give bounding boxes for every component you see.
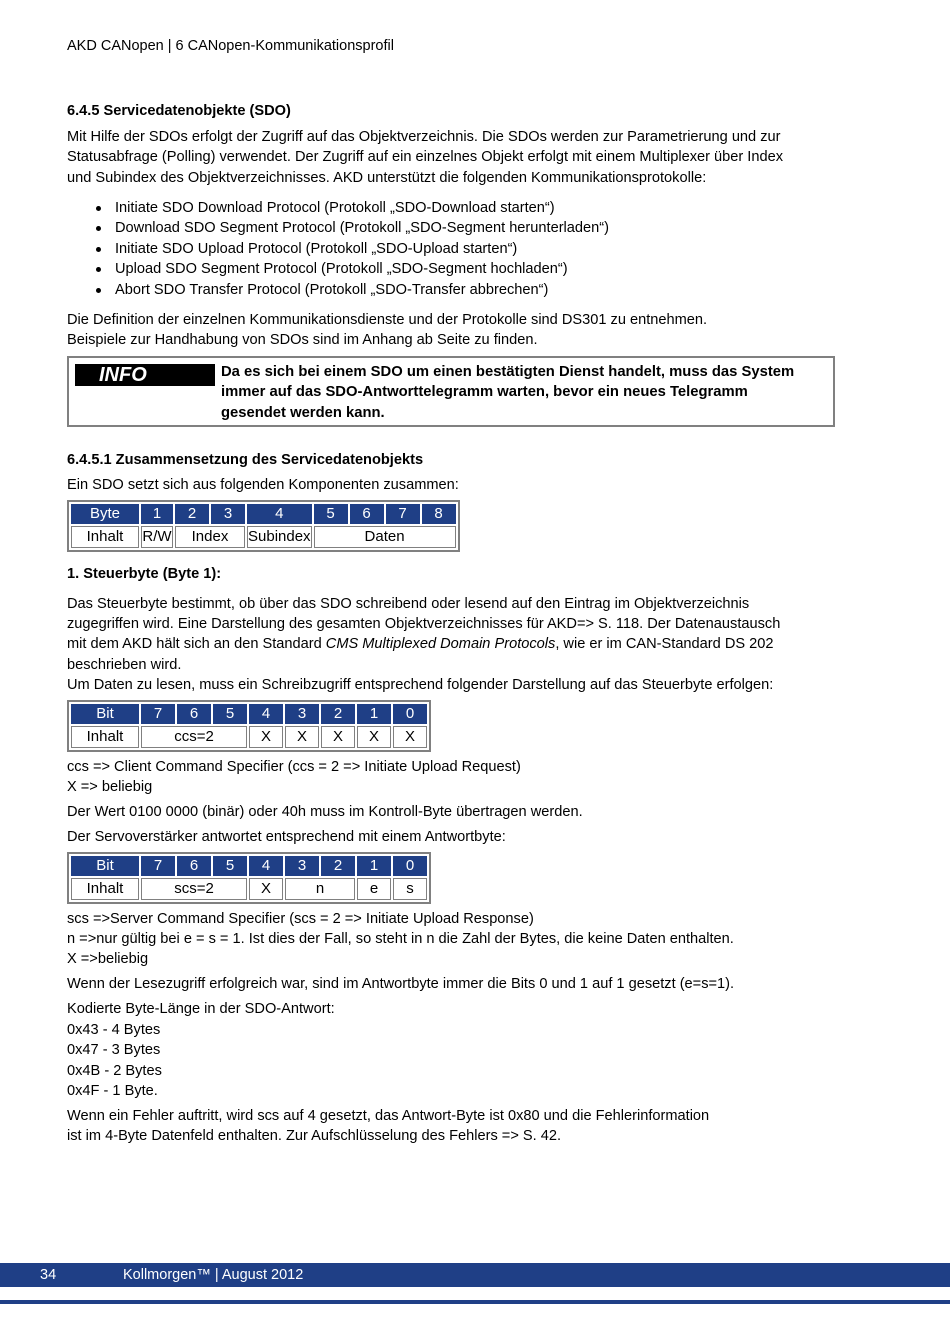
bullet-icon [96,206,101,211]
scs-line-4: Wenn der Lesezugriff erfolgreich war, sind im Antwortbyte immer die Bits 0 und 1 auf 1 gesetzt (e=s=1). [67,976,735,992]
bullet-icon [96,288,101,293]
scs-line-3: X =>beliebig [67,951,149,967]
error-line-2: ist im 4-Byte Datenfeld enthalten. Zur Aufschlüsselung des Fehlers => S. 42. [67,1128,562,1144]
table-row: Inhalt ccs=2 X X X X X [71,726,427,748]
steuerbyte-line-5: Um Daten zu lesen, muss ein Schreibzugriff entsprechend folgender Darstellung auf das Steuerbyte erfolgen: [67,677,774,693]
byte-length-2: 0x4B - 2 Bytes [67,1063,162,1079]
running-header: AKD CANopen | 6 CANopen-Kommunikationsprofil [67,38,394,54]
steuerbyte-title: 1. Steuerbyte (Byte 1): [67,566,222,582]
list-item: Initiate SDO Download Protocol (Protokoll „SDO-Download starten“) [94,198,609,218]
definition-text: Die Definition der einzelnen Kommunikationsdienste und der Protokolle sind DS301 zu entnehmen. [67,312,708,328]
section-title: 6.4.5 Servicedatenobjekte (SDO) [67,103,291,119]
scs-line-2: n =>nur gültig bei e = s = 1. Ist dies der Fall, so steht in n die Zahl der Bytes, die keine Daten enthalten. [67,931,734,947]
intro-line-3: und Subindex des Objektverzeichnisses. AKD unterstützt die folgenden Kommunikationsprotokolle: [67,170,707,186]
error-line-1: Wenn ein Fehler auftritt, wird scs auf 4 gesetzt, das Antwort-Byte ist 0x80 und die Fehlerinformation [67,1108,710,1124]
scs-line-1: scs =>Server Command Specifier (scs = 2 => Initiate Upload Response) [67,911,534,927]
steuerbyte-line-4: beschrieben wird. [67,657,182,673]
sdo-structure-table [69,502,458,550]
bullet-icon [96,267,101,272]
list-item: Upload SDO Segment Protocol (Protokoll „SDO-Segment hochladen“) [94,259,609,279]
intro-line-2: Statusabfrage (Polling) verwendet. Der Zugriff auf ein einzelnes Objekt erfolgt mit einem Multiplexer über Index [67,149,783,165]
footer-bar [0,1263,950,1287]
byte-length-1: 0x4F - 1 Byte. [67,1083,158,1099]
list-item: Initiate SDO Upload Protocol (Protokoll „SDO-Upload starten“) [94,239,609,259]
table-row: Inhalt R/W Index Subindex Daten [71,526,456,548]
page-number: 34 [40,1267,57,1283]
ccs-line-3: Der Wert 0100 0000 (binär) oder 40h muss im Kontroll-Byte übertragen werden. [67,804,583,820]
table-row: Byte 1 2 3 4 5 6 7 8 [71,504,456,524]
footer-company: Kollmorgen™ | August 2012 [123,1267,304,1283]
steuerbyte-line-2: zugegriffen wird. Eine Darstellung des gesamten Objektverzeichnisses für AKD=> S. 118. Der Datenaustausch [67,616,781,632]
scs-bit-table [69,854,429,902]
table-row: Inhalt scs=2 X n e s [71,878,427,900]
examples-text: Beispiele zur Handhabung von SDOs sind im Anhang ab Seite zu finden. [67,332,538,348]
ccs-bit-table [69,702,429,750]
footer-rule [0,1300,950,1304]
list-item: Download SDO Segment Protocol (Protokoll „SDO-Segment herunterladen“) [94,218,609,238]
subsection-title: 6.4.5.1 Zusammensetzung des Servicedatenobjekts [67,452,424,468]
intro-line-1: Mit Hilfe der SDOs erfolgt der Zugriff auf das Objektverzeichnis. Die SDOs werden zur Parametrierung und zur [67,129,781,145]
ccs-line-1: ccs => Client Command Specifier (ccs = 2 => Initiate Upload Request) [67,759,521,775]
ccs-line-2: X => beliebig [67,779,153,795]
steuerbyte-line-1: Das Steuerbyte bestimmt, ob über das SDO schreibend oder lesend auf den Eintrag im Objektverzeichnis [67,596,750,612]
protocol-list [94,198,609,300]
info-box [67,356,835,427]
ccs-line-4: Der Servoverstärker antwortet entsprechend mit einem Antwortbyte: [67,829,506,845]
byte-length-4: 0x43 - 4 Bytes [67,1022,161,1038]
steuerbyte-line-3: mit dem AKD hält sich an den Standard CMS Multiplexed Domain Protocols, wie er im CAN-Standard DS 202 [67,636,774,652]
info-text: Da es sich bei einem SDO um einen bestätigten Dienst handelt, muss das System immer auf das SDO-Antworttelegramm warten, bevor ein neues Telegramm gesendet werden kann. [221,364,795,421]
byte-length-3: 0x47 - 3 Bytes [67,1042,161,1058]
byte-length-title: Kodierte Byte-Länge in der SDO-Antwort: [67,1001,335,1017]
info-label: INFO [75,364,215,386]
table-row: Bit 7 6 5 4 3 2 1 0 [71,704,427,724]
table-row: Bit 7 6 5 4 3 2 1 0 [71,856,427,876]
list-item: Abort SDO Transfer Protocol (Protokoll „SDO-Transfer abbrechen“) [94,280,609,300]
subsection-intro: Ein SDO setzt sich aus folgenden Komponenten zusammen: [67,477,459,493]
bullet-icon [96,247,101,252]
bullet-icon [96,226,101,231]
